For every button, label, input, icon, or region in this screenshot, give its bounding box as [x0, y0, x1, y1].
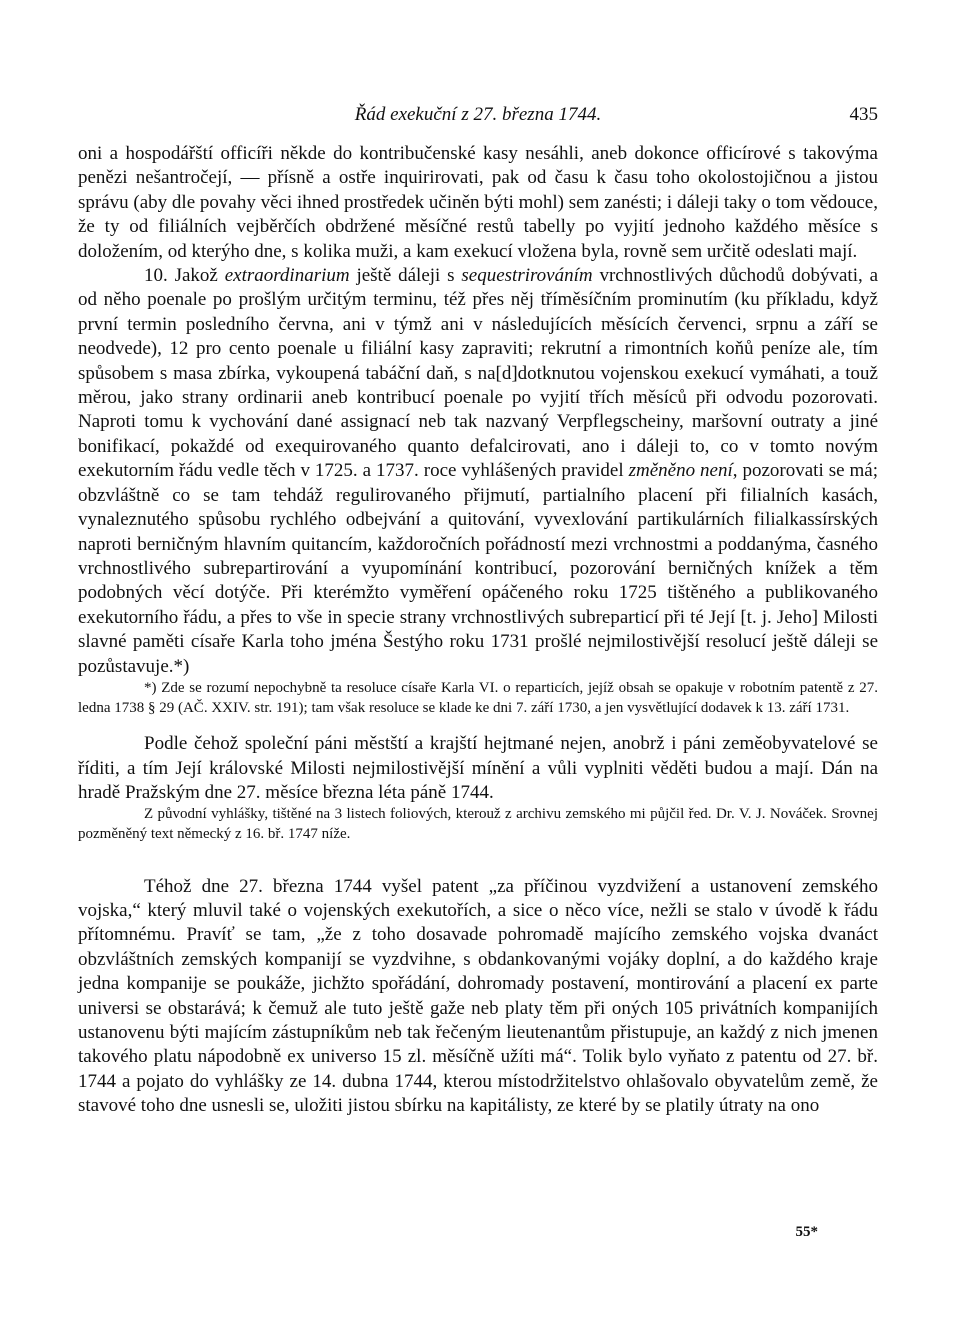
paragraph-section-10 [78, 264, 878, 679]
footnote-1: *) Zde se rozumí nepochybně ta resoluce císaře Karla VI. o reparticích, jejíž obsah se opakuje v robotním patentě z 27. ledna 1738 § 29 (AČ. XXIV. str. 191); tam však resoluce se klade ke dni 7. září 1730, a jen vysvětlující dodavek k 13. září 1731. [78, 679, 878, 716]
paragraph-commentary: Téhož dne 27. března 1744 vyšel patent „za příčinou vyzdvižení a ustanovení zemského vojska,“ který mluvil také o vojenských exekutořích, a sice o něco více, nežli se stalo v úvodě k řádu přítomnému. Pravíť se tam, „že z toho dosavade pohromadě majícího zemského vojska dvanáct obzvláštních zemských kompanijí se vyzdvihne, s obdankovanými vojáky doplní, a do každého kraje jedna kompanije se poukáže, jichžto spořádání, dohromady postavení, montirování a placení ex parte universi se obstarává; k čemuž ale tuto ještě gaže neb platy těm při oných 105 privátních kompanijích ustanovenu býti majícím zástupníkům neb tak řečeným lieutenantům přistupuje, an každý z nich jmenen takového platu nápodobně ex universo 15 zl. měsíčně užíti má“. Tolik bylo vyňato z patentu od 27. bř. 1744 a pojato do vyhlášky ze 14. dubna 1744, kterou místodržitelstvo ohlašovalo obyvatelům země, že stavové toho dne usnesli se, uložiti jistou sbírku na kapitálisty, ze které by se platily útraty na ono [78, 875, 878, 1117]
para-text: vrchnostlivých důchodů dobývati, a od něho poenale po prošlým určitým terminu, též přes něj tříměsíčním prominutím (ku příkladu, když první termin posledního června, ani v týmž ani v následujících měsících červenci, srpnu a září se neodvede), 12 pro cento poenale u filiální kasy zapraviti; rekrutní a rimontních koňů peníze ale, tím spůsobem s masa zbírka, vykoupená tabáční daň, s na[d]dotknutou vojenskou exekucí vymáhati, a touž měrou, jako strany ordinarii aneb kontribucí poenale po vyjití třích měsíců při odvodu pozorovati. Naproti tomu k vychování dané assignací neb tak nazvaný Verpflegscheiny, maršovní outraty a jiné bonifikací, pokaždé od exequirovaného quanto defalcirovati, ano i dáleji to, co v tomto novým exekutorním řádu vedle těch v 1725. a 1737. roce vyhlášených pravidel [78, 265, 879, 482]
source-note: Z původní vyhlášky, tištěné na 3 listech foliových, kterouž z archivu zemského mi půjčil řed. Dr. V. J. Nováček. Srovnej pozměněný text německý z 16. bř. 1747 níže. [78, 806, 878, 842]
document-page [78, 104, 878, 1119]
para-text: , pozorovati se má; obzvláštně co se tam tehdáž regulirovaného přijmutí, partialního placení při filialních kasách, vynaleznutého spůsobu rychlého odbejvání a quitování, vyvexlování partikulárních filialkassírských naproti berničným hlavním quitancím, každoročních pořádností mezi vrchnostmi a poddanýma, časného vrchnostlivého subrepartirování a vyupomínání kontribucí, pozorování berničných knížek a těm podobných věcí dotýče. Při kterémžto vyměření opáčeného roku 1725 tištěného a publikovaného exekutorního řádu, a přes to vše in specie strany vrchnostlivých subreparticí při té Její [t. j. Jeho] Milosti slavné paměti císaře Karla toho jména Šestýho roku 1731 prošlé nejmilostivější resolucí ještě dáleji se pozůstavuje.*) [78, 460, 878, 677]
paragraph-continuation: oni a hospodářští officíři někde do kontribučenské kasy nesáhli, aneb dokonce officírové s takovýma penězi nešantročejí, — přísně a ostře inquirirovati, pak od času k času toho okolostojičnou a jistou správu (aby dle povahy věci ihned prostředek učiněn býti mohl) sem zanésti; i dáleji taky o tom vědouce, že ty od filiálních vejběrčích obdržené měsíčné restů tabelly po vyjití jednoho každého měsíce s doložením, od kterýho dne, s kolika muži, a kam exekucí vložena byla, rovně sem určitě odeslati mají. [78, 143, 878, 262]
term-sequestrirovanim: sequestrirováním [461, 265, 593, 287]
term-zmeneno-neni: změněno není [628, 460, 733, 482]
para-text: 10. Jakož [144, 265, 225, 287]
paragraph-closing: Podle čehož společní páni městští a krajští hejtmané nejen, anobrž i páni zeměobyvatelové se říditi, a tím Její královské Milosti nejmilostivější mínění a vůli vyplniti věděti budou a mají. Dán na hradě Pražským dne 27. měsíce března léta páně 1744. [78, 733, 878, 803]
term-extraordinarium: extraordinarium [224, 265, 350, 287]
signature-mark: 55* [795, 1224, 818, 1240]
page-number: 435 [849, 104, 878, 125]
para-text: ještě dáleji s [349, 265, 462, 287]
page-header [78, 104, 878, 134]
running-title: Řád exekuční z 27. března 1744. [354, 104, 602, 125]
